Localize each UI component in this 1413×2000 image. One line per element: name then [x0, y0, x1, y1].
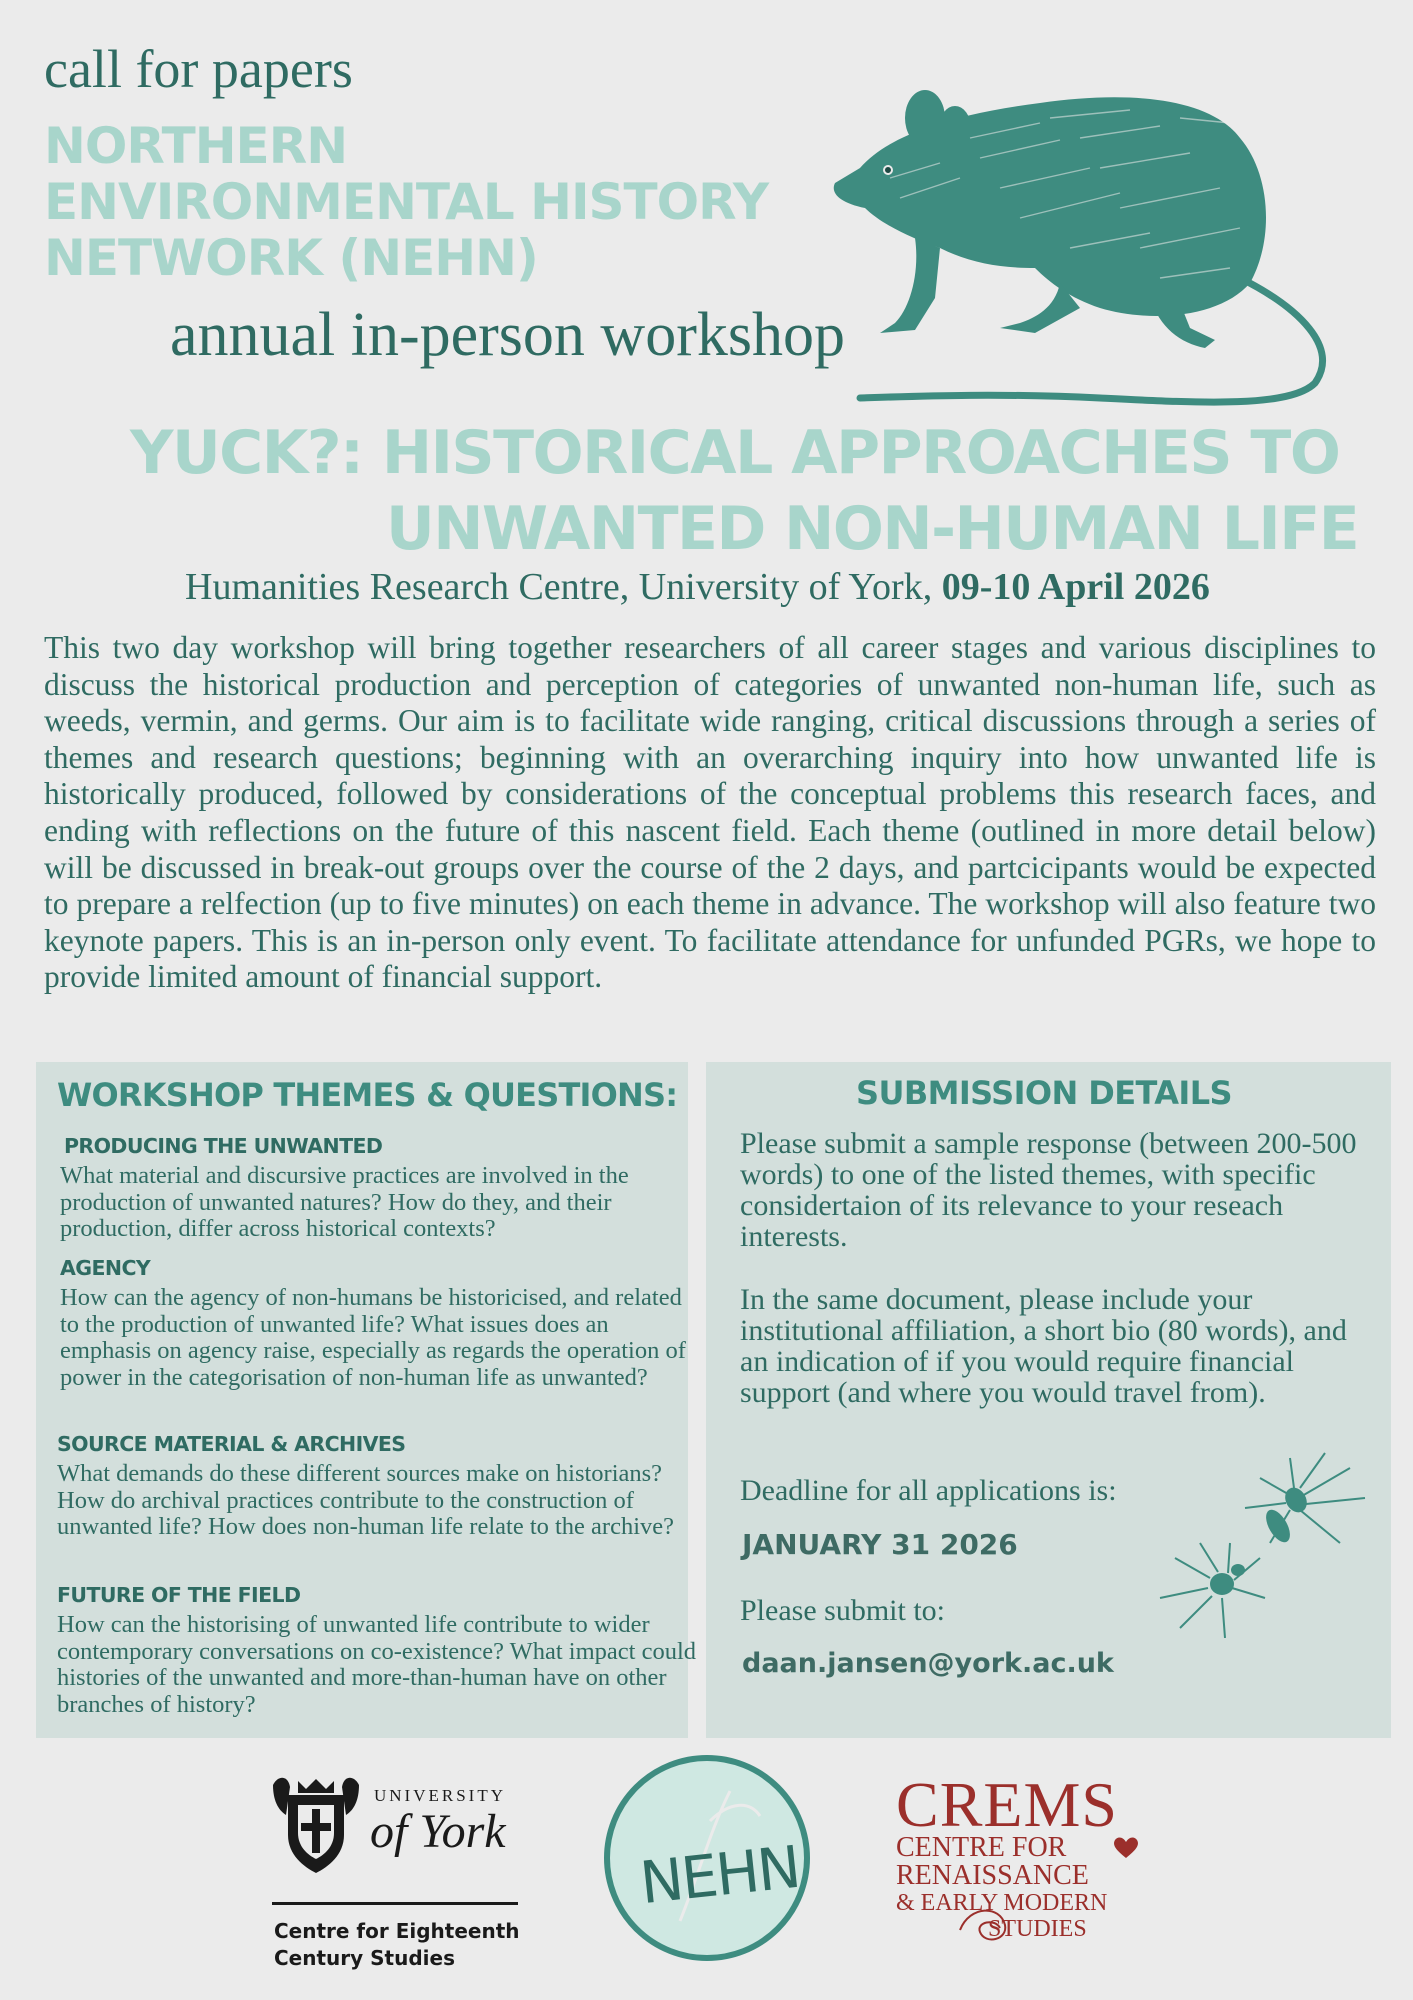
crems-flourish-icon [950, 1900, 1030, 1950]
theme-text: How can the agency of non-humans be historicised, and related to the production of unwanted life? What issues does an emphasis on agency raise, especially as regards the operation of power in the categorisation of non-human life as unwanted? [60, 1284, 686, 1391]
call-for-papers-label: call for papers [44, 39, 353, 99]
theme-title: FUTURE OF THE FIELD [57, 1583, 301, 1607]
deadline-label: Deadline for all applications is: [740, 1474, 1117, 1507]
nehn-logo-text: NEHN [636, 1832, 803, 1918]
york-logo-divider [272, 1902, 518, 1905]
theme-title: SOURCE MATERIAL & ARCHIVES [57, 1432, 406, 1456]
york-university-word: UNIVERSITY [374, 1786, 506, 1805]
intro-paragraph: This two day workshop will bring together researchers of all career stages and various disciplines to discuss the historical production and perception of categories of unwanted non-human life, such as weeds, vermin, and germs. Our aim is to facilitate wide ranging, critical discussions through a series of themes and research questions; beginning with an overarching inquiry into how unwanted life is historically produced, followed by considerations of the conceptual problems this research faces, and ending with reflections on the future of this nascent field. Each theme (outlined in more detail below) will be discussed in break-out groups over the course of the 2 days, and partcicipants would be expected to prepare a relfection (up to five minutes) on each theme in advance. The workshop will also feature two keynote papers. This is an in-person only event. To facilitate attendance for unfunded PGRs, we hope to provide limited amount of financial support. [44, 630, 1376, 995]
submit-to-label: Please submit to: [740, 1594, 945, 1627]
deadline-date: JANUARY 31 2026 [742, 1528, 1018, 1561]
workshop-title-line-1: YUCK?: HISTORICAL APPROACHES TO [130, 418, 1340, 488]
network-name-line-3: NETWORK (NEHN) [44, 229, 538, 287]
venue-and-dates [185, 565, 1210, 609]
submission-paragraph-1: Please submit a sample response (between 200-500 words) to one of the listed themes, with specific considertaion of its relevance to your reseach interests. [740, 1127, 1357, 1253]
submission-paragraph-2: In the same document, please include your institutional affiliation, a short bio (80 words), and an indication of if you would require financial support (and where you would travel from). [740, 1283, 1347, 1409]
themes-heading: WORKSHOP THEMES & QUESTIONS: [57, 1076, 678, 1114]
workshop-title-line-2: UNWANTED NON-HUMAN LIFE [386, 494, 1359, 564]
theme-title: PRODUCING THE UNWANTED [64, 1134, 383, 1158]
submission-email-link[interactable]: daan.jansen@york.ac.uk [742, 1648, 1114, 1679]
crems-line-1: CENTRE FOR [896, 1832, 1067, 1863]
crems-heart-icon [1112, 1836, 1140, 1860]
spiders-illustration [1150, 1448, 1380, 1638]
nehn-logo [604, 1755, 810, 1961]
university-of-york-crest [268, 1775, 364, 1875]
network-name-line-1: NORTHERN [44, 117, 348, 175]
submission-heading: SUBMISSION DETAILS [856, 1074, 1232, 1112]
york-of-york-word: of York [370, 1805, 506, 1858]
network-name [44, 118, 768, 286]
venue-place: Humanities Research Centre, University of York, [185, 566, 942, 608]
rat-illustration [820, 78, 1350, 408]
crems-line-4: STUDIES [988, 1916, 1087, 1942]
theme-text: What material and discursive practices are involved in the production of unwanted natures? How do they, and their production, differ across historical contexts? [60, 1162, 629, 1242]
crems-line-2: RENAISSANCE [896, 1860, 1089, 1891]
workshop-dates: 09-10 April 2026 [941, 566, 1210, 608]
york-centre-name [274, 1918, 520, 1972]
network-name-line-2: ENVIRONMENTAL HISTORY [44, 173, 769, 231]
theme-title: AGENCY [60, 1256, 151, 1280]
theme-text: What demands do these different sources make on historians? How do archival practices contribute to the construction of unwanted life? How does non-human life relate to the archive? [57, 1460, 675, 1540]
york-centre-line-2: Century Studies [274, 1946, 455, 1970]
crems-title: CREMS [896, 1769, 1118, 1840]
crems-line-3: & EARLY MODERN [896, 1890, 1108, 1916]
theme-text: How can the historising of unwanted life contribute to wider contemporary conversations on co-existence? What impact could histories of the unwanted and more-than-human have on other branches of history? [57, 1611, 697, 1718]
york-centre-line-1: Centre for Eighteenth [274, 1919, 520, 1943]
workshop-subtitle: annual in-person workshop [170, 301, 845, 369]
